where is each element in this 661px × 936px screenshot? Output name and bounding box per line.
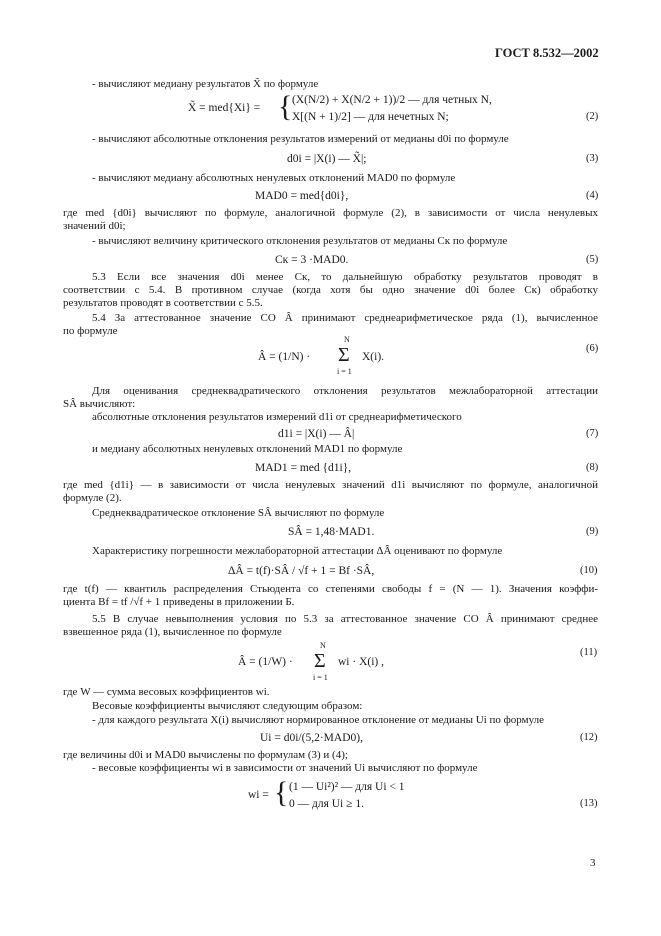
text-line: 5.3 Если все значения d0i менее Cк, то дальнейшую обработку результатов проводят в	[92, 271, 598, 283]
equation-number: (3)	[586, 153, 599, 164]
equation: Cк = 3 ·MAD0.	[275, 254, 349, 266]
equation-case: 0 — для Ui ≥ 1.	[289, 798, 364, 810]
text-line: - вычисляют медиану результатов X̃ по формуле	[92, 78, 319, 90]
equation-case: (1 — Ui²)² — для Ui < 1	[289, 781, 405, 793]
sum-lower-limit: i = 1	[337, 367, 352, 376]
sum-lower-limit: i = 1	[313, 673, 328, 682]
text-line: результатов проводят в соответствии с 5.5.	[63, 297, 263, 309]
brace-glyph: {	[278, 90, 293, 123]
text-line: Для оценивания среднеквадратического отклонения результатов межлабораторной аттестации	[92, 385, 598, 397]
text-line: Среднеквадратическое отклонение SÂ вычисляют по формуле	[92, 507, 385, 519]
text-line: где med {d0i} вычисляют по формуле, аналогичной формуле (2), в зависимости от числа ненулевых	[63, 207, 598, 219]
text-line: где величины d0i и MAD0 вычислены по формулам (3) и (4);	[63, 749, 348, 761]
equation-number: (7)	[586, 428, 599, 439]
text-line: абсолютные отклонения результатов измерений d1i от среднеарифметического	[92, 411, 462, 423]
equation: ΔÂ = t(f)·SÂ / √f + 1 = Bf ·SÂ,	[228, 565, 375, 577]
text-line: Характеристику погрешности межлабораторной аттестации ΔÂ оценивают по формуле	[92, 545, 503, 557]
text-line: взвешенное ряда (1), вычисленное по формуле	[63, 626, 282, 638]
equation-lhs: Â = (1/W) ·	[238, 656, 293, 668]
equation-lhs: wi =	[248, 789, 269, 801]
sum-upper-limit: N	[344, 335, 350, 344]
text-line: значений d0i;	[63, 220, 126, 232]
text-line: Весовые коэффициенты вычисляют следующим образом:	[92, 700, 363, 712]
text-line: формуле (2).	[63, 492, 122, 504]
text-line: где W — сумма весовых коэффициентов wi.	[63, 686, 270, 698]
equation-case: (X(N/2) + X(N/2 + 1))/2 — для четных N,	[292, 94, 492, 106]
text-line: - вычисляют величину критического отклонения результатов от медианы Cк по формуле	[92, 235, 508, 247]
equation-number: (2)	[586, 111, 599, 122]
equation-number: (6)	[586, 343, 599, 354]
text-line: соответствии с 5.4. В противном случае (когда хотя бы одно значение d0i более Cк) обработку	[63, 284, 598, 296]
text-line: 5.5 В случае невыполнения условия по 5.3 за аттестованное значение СО Â принимают среднее	[92, 613, 598, 625]
text-line: по формуле	[63, 325, 118, 337]
text-line: SÂ вычисляют:	[63, 398, 136, 410]
text-line: - вычисляют медиану абсолютных ненулевых отклонений MAD0 по формуле	[92, 172, 456, 184]
equation-case: X[(N + 1)/2] — для нечетных N;	[292, 111, 449, 123]
sum-upper-limit: N	[320, 641, 326, 650]
text-line: циента Bf = tf /√f + 1 приведены в приложении Б.	[63, 596, 295, 608]
equation-rhs: wi · X(i) ,	[338, 656, 384, 668]
equation-number: (10)	[580, 565, 598, 576]
equation-number: (4)	[586, 190, 599, 201]
text-line: - для каждого результата X(i) вычисляют нормированное отклонение от медианы Ui по формуле	[92, 714, 544, 726]
standard-id: ГОСТ 8.532—2002	[495, 46, 599, 60]
text-line: - весовые коэффициенты wi в зависимости от значений Ui вычисляют по формуле	[92, 762, 478, 774]
equation: MAD0 = med{d0i},	[255, 190, 349, 202]
sum-symbol: Σ	[338, 344, 350, 366]
text-line: и медиану абсолютных ненулевых отклонений MAD1 по формуле	[92, 443, 403, 455]
text-line: где med {d1i} — в зависимости от числа ненулевых значений d1i вычисляют по формуле, аналогичной	[63, 479, 598, 491]
equation-number: (8)	[586, 462, 599, 473]
equation-lhs: Â = (1/N) ·	[258, 351, 311, 363]
equation-number: (11)	[580, 647, 598, 658]
text-line: где t(f) — квантиль распределения Стьюдента со степенями свободы f = (N — 1). Значения коэффи-	[63, 583, 598, 595]
text-line: 5.4 За аттестованное значение СО Â принимают среднеарифметическое ряда (1), вычисленное	[92, 312, 598, 324]
equation: d1i = |X(i) — Â|	[278, 428, 355, 440]
equation: SÂ = 1,48·MAD1.	[288, 526, 375, 538]
brace-glyph: {	[274, 776, 289, 809]
equation: d0i = |X(i) — X̃|;	[287, 153, 367, 165]
equation: MAD1 = med {d1i},	[255, 462, 352, 474]
equation-rhs: X(i).	[362, 351, 385, 363]
page-number: 3	[590, 857, 596, 869]
equation-lhs: X̃ = med{Xi} =	[188, 102, 261, 114]
equation-number: (13)	[580, 798, 598, 809]
equation-number: (12)	[580, 732, 598, 743]
equation-number: (5)	[586, 254, 599, 265]
equation: Ui = d0i/(5,2·MAD0),	[260, 732, 363, 744]
sum-symbol: Σ	[314, 650, 326, 672]
equation-number: (9)	[586, 526, 599, 537]
text-line: - вычисляют абсолютные отклонения результатов измерений от медианы d0i по формуле	[92, 133, 509, 145]
